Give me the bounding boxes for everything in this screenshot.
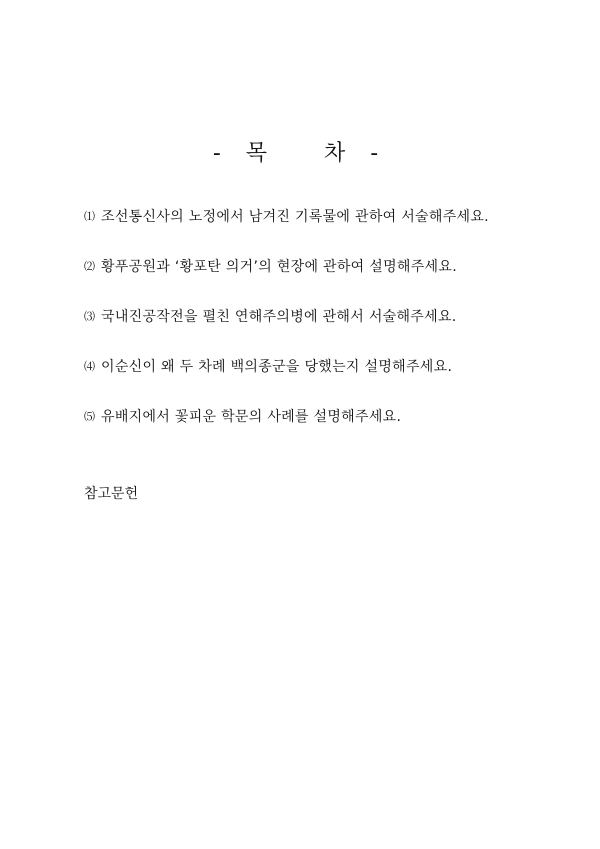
toc-item-text: 이순신이 왜 두 차례 백의종군을 당했는지 설명해주세요. xyxy=(101,359,453,375)
toc-item-text: 조선통신사의 노정에서 남겨진 기록물에 관하여 서술해주세요. xyxy=(101,209,489,225)
toc-item-number: ⑵ xyxy=(84,260,95,273)
toc-item-text: 국내진공작전을 펼친 연해주의병에 관해서 서술해주세요. xyxy=(101,309,457,325)
toc-item-text: 황푸공원과 ‘황포탄 의거’의 현장에 관하여 설명해주세요. xyxy=(101,259,457,275)
toc-item-number: ⑷ xyxy=(84,360,95,373)
toc-item xyxy=(84,406,524,429)
references-heading: 참고문헌 xyxy=(84,486,139,502)
toc-item-number: ⑸ xyxy=(84,410,95,423)
toc-item xyxy=(84,356,524,379)
toc-list xyxy=(84,206,524,456)
toc-item xyxy=(84,306,524,329)
page-title: - 목 차 - xyxy=(212,141,388,166)
toc-item-number: ⑴ xyxy=(84,210,95,223)
toc-item xyxy=(84,206,524,229)
toc-item xyxy=(84,256,524,279)
toc-item-text: 유배지에서 꽃피운 학문의 사례를 설명해주세요. xyxy=(101,409,402,425)
toc-item-number: ⑶ xyxy=(84,310,95,323)
